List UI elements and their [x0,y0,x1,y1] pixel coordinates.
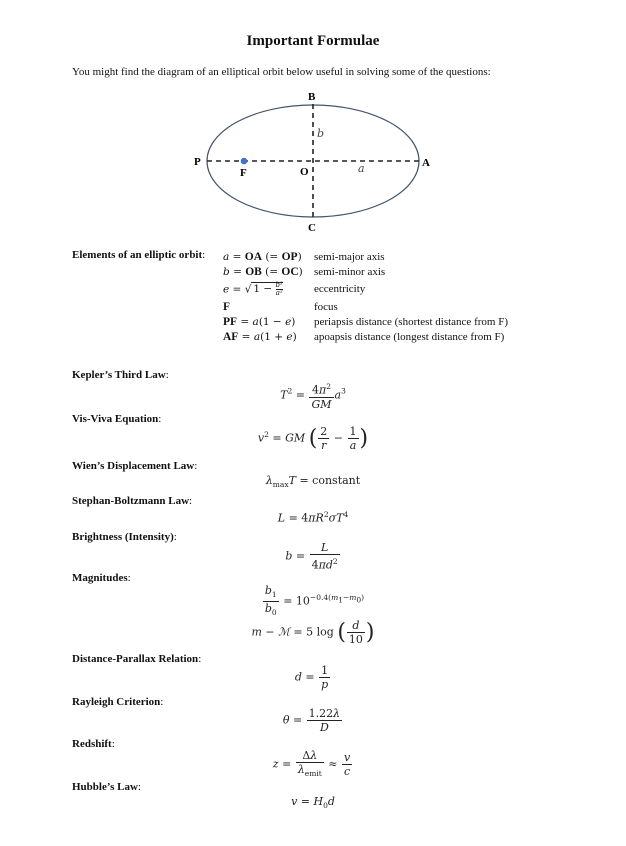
formula-redshift: z = $\frac{\Delta\lambda}{\lambda_{emit}}$ ≈ $\frac{v}{c}$ [272,749,351,779]
law-label-stephan-boltzmann: Stephan-Boltzmann Law: [72,495,193,507]
element-row [223,314,508,329]
point-label-c: C [308,222,316,234]
element-row [223,249,508,264]
elliptical-orbit-diagram [190,88,440,238]
formula-distance-parallax: d = $\frac{1}{p}$ [294,664,329,691]
formula-magnitudes-distance: m − ℳ = 5 log ( $\frac{d}{10}$ ) [251,619,375,646]
law-label-wien: Wien’s Displacement Law: [72,460,198,472]
point-label-p: P [194,156,201,168]
element-math: a = OA (= OP) [223,250,302,263]
point-label-f: F [240,167,247,179]
law-label-redshift: Redshift: [72,738,115,750]
formula-magnitudes-ratio: $\frac{b_1}{b_0}$ = $10^{-0.4(m_1-m_0)}$ [264,584,365,618]
formula-rayleigh: θ = $\frac{1.22\lambda}{D}$ [282,707,341,734]
point-label-b: B [308,91,316,103]
law-label-distance-parallax: Distance-Parallax Relation: [72,653,202,665]
element-math: AF = a(1 + e) [223,330,297,343]
law-label-hubble: Hubble’s Law: [72,781,141,793]
element-row [223,299,508,314]
element-desc: eccentricity [314,283,366,295]
law-label-brightness: Brightness (Intensity): [72,531,177,543]
element-desc: semi-major axis [314,250,385,263]
semi-major-label: a [358,162,365,175]
focus-point [241,158,248,165]
formula-hubble: $v = H_0d$ [291,795,335,811]
law-label-vis-viva: Vis-Viva Equation: [72,413,162,425]
element-row [223,279,508,299]
element-desc: semi-minor axis [314,265,386,278]
formula-wien: $\lambda_{max}T$ = constant [265,474,361,490]
element-math: e = √ 1 − $\frac{\text{b²}}{\text{a²}}$ [223,280,283,297]
intro-text: You might find the diagram of an elliptical orbit below useful in solving some of the questions: [72,66,491,78]
formula-brightness: b = $\frac{L}{4\pi d^2}$ [285,541,338,572]
element-desc: periapsis distance (shortest distance from F) [314,315,508,328]
element-desc: apoapsis distance (longest distance from F) [314,330,505,343]
formula-stephan-boltzmann: $L = 4\pi R^2\sigma T^4$ [277,510,349,525]
law-label-magnitudes: Magnitudes: [72,572,131,584]
elements-table [223,249,508,344]
formula-vis-viva: $v^2$ = GM ( $\frac{2}{r}$ − $\frac{1}{a}$ ) [257,425,369,452]
element-desc: focus [314,300,338,313]
page-title: Important Formulae [246,33,380,49]
element-math: PF = a(1 − e) [223,315,296,328]
element-row [223,264,508,279]
formula-kepler: $T^2$ = $\frac{4\pi^2}{GM}$ $a^3$ [280,382,346,411]
law-label-rayleigh: Rayleigh Criterion: [72,696,164,708]
element-math: F [223,300,231,313]
point-label-a: A [422,157,430,169]
element-row [223,329,508,344]
semi-minor-label: b [317,127,325,140]
point-label-o: O [300,166,309,178]
elements-label: Elements of an elliptic orbit: [72,249,206,261]
law-label-kepler: Kepler’s Third Law: [72,369,169,381]
element-math: b = OB (= OC) [223,265,303,278]
